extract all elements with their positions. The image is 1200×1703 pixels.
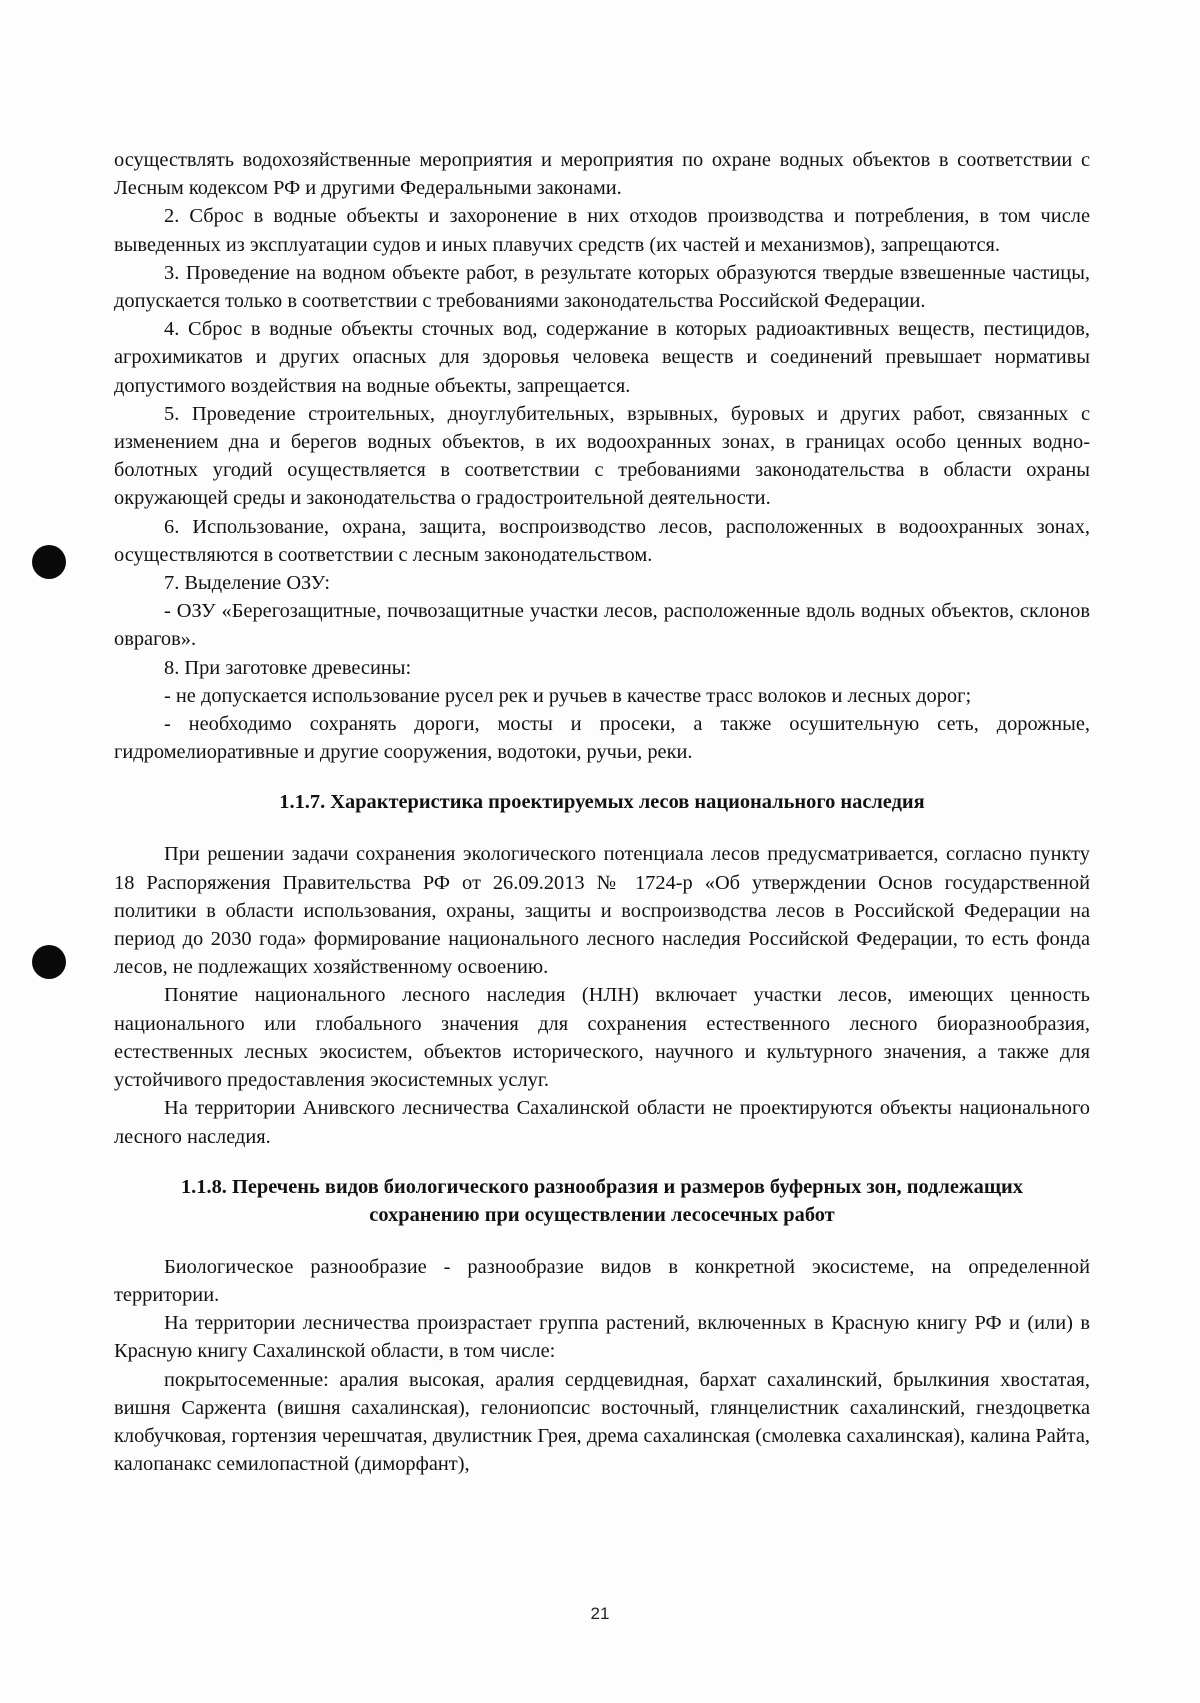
page-number: 21 xyxy=(590,1604,610,1623)
paragraph: На территории лесничества произрастает группа растений, включенных в Красную книгу РФ и (или) в Красную книгу Сахалинской области, в том числе: xyxy=(114,1312,1090,1363)
paragraph: 7. Выделение ОЗУ: xyxy=(164,572,331,595)
paragraph: 5. Проведение строительных, дноуглубительных, взрывных, буровых и других работ, связанных с изменением дна и берегов водных объектов, в их водоохранных зонах, в границах особо ценных водно-болотных угодий осуществляется в соответствии с требованиями законодательства в области охраны окружающей среды и законодательства о градостроительной деятельности. xyxy=(114,402,1090,510)
section-heading-line: сохранению при осуществлении лесосечных работ xyxy=(369,1203,835,1226)
punch-hole-mark xyxy=(32,945,66,979)
document-body xyxy=(114,146,1090,1478)
paragraph: - ОЗУ «Берегозащитные, почвозащитные участки лесов, расположенные вдоль водных объектов, склонов оврагов». xyxy=(114,600,1090,651)
paragraph: 2. Сброс в водные объекты и захоронение в них отходов производства и потребления, в том числе выведенных из эксплуатации судов и иных плавучих средств (их частей и механизмов), запрещаются. xyxy=(114,205,1090,256)
section-heading xyxy=(114,1173,1090,1229)
paragraph: 6. Использование, охрана, защита, воспроизводство лесов, расположенных в водоохранных зонах, осуществляются в соответствии с лесным законодательством. xyxy=(114,515,1090,566)
paragraph: - не допускается использование русел рек и ручьев в качестве трасс волоков и лесных дорог; xyxy=(164,684,972,707)
paragraph: покрытосеменные: аралия высокая, аралия сердцевидная, бархат сахалинский, брылкиния хвостатая, вишня Саржента (вишня сахалинская), гелониопсис восточный, глянцелистник сахалинский, гнездоцветка клобучковая, гортензия черешчатая, двулистник Грея, дрема сахалинская (смолевка сахалинская), калина Райта, калопанакс семилопастной (диморфант), xyxy=(114,1368,1090,1476)
paragraph: При решении задачи сохранения экологического потенциала лесов предусматривается, согласно пункту 18 Распоряжения Правительства РФ от 26.09.2013 № 1724-р «Об утверждении Основ государственной политики в области использования, охраны, защиты и воспроизводства лесов в Российской Федерации на период до 2030 года» формирование национального лесного наследия Российской Федерации, то есть фонда лесов, не подлежащих хозяйственному освоению. xyxy=(114,843,1090,979)
paragraph: осуществлять водохозяйственные мероприятия и мероприятия по охране водных объектов в соответствии с Лесным кодексом РФ и другими Федеральными законами. xyxy=(114,149,1090,200)
paragraph: - необходимо сохранять дороги, мосты и просеки, а также осушительную сеть, дорожные, гидромелиоративные и другие сооружения, водотоки, ручьи, реки. xyxy=(114,713,1090,764)
paragraph: Понятие национального лесного наследия (НЛН) включает участки лесов, имеющих ценность национального или глобального значения для сохранения естественного лесного биоразнообразия, естественных лесных экосистем, объектов исторического, научного и культурного значения, а также для устойчивого предоставления экосистемных услуг. xyxy=(114,984,1090,1092)
section-heading: 1.1.7. Характеристика проектируемых лесов национального наследия xyxy=(279,791,925,814)
section-heading-line: 1.1.8. Перечень видов биологического разнообразия и размеров буферных зон, подлежащих xyxy=(180,1175,1024,1198)
punch-hole-mark xyxy=(32,545,66,579)
paragraph: 3. Проведение на водном объекте работ, в результате которых образуются твердые взвешенные частицы, допускается только в соответствии с требованиями законодательства Российской Федерации. xyxy=(114,261,1090,313)
paragraph: Биологическое разнообразие - разнообразие видов в конкретной экосистеме, на определенной территории. xyxy=(114,1255,1090,1306)
paragraph: 4. Сброс в водные объекты сточных вод, содержание в которых радиоактивных веществ, пестицидов, агрохимикатов и других опасных для здоровья человека веществ и соединений превышает нормативы допустимого воздействия на водные объекты, запрещается. xyxy=(114,318,1090,397)
paragraph: 8. При заготовке древесины: xyxy=(164,656,412,679)
paragraph: На территории Анивского лесничества Сахалинской области не проектируются объекты национального лесного наследия. xyxy=(114,1097,1090,1148)
